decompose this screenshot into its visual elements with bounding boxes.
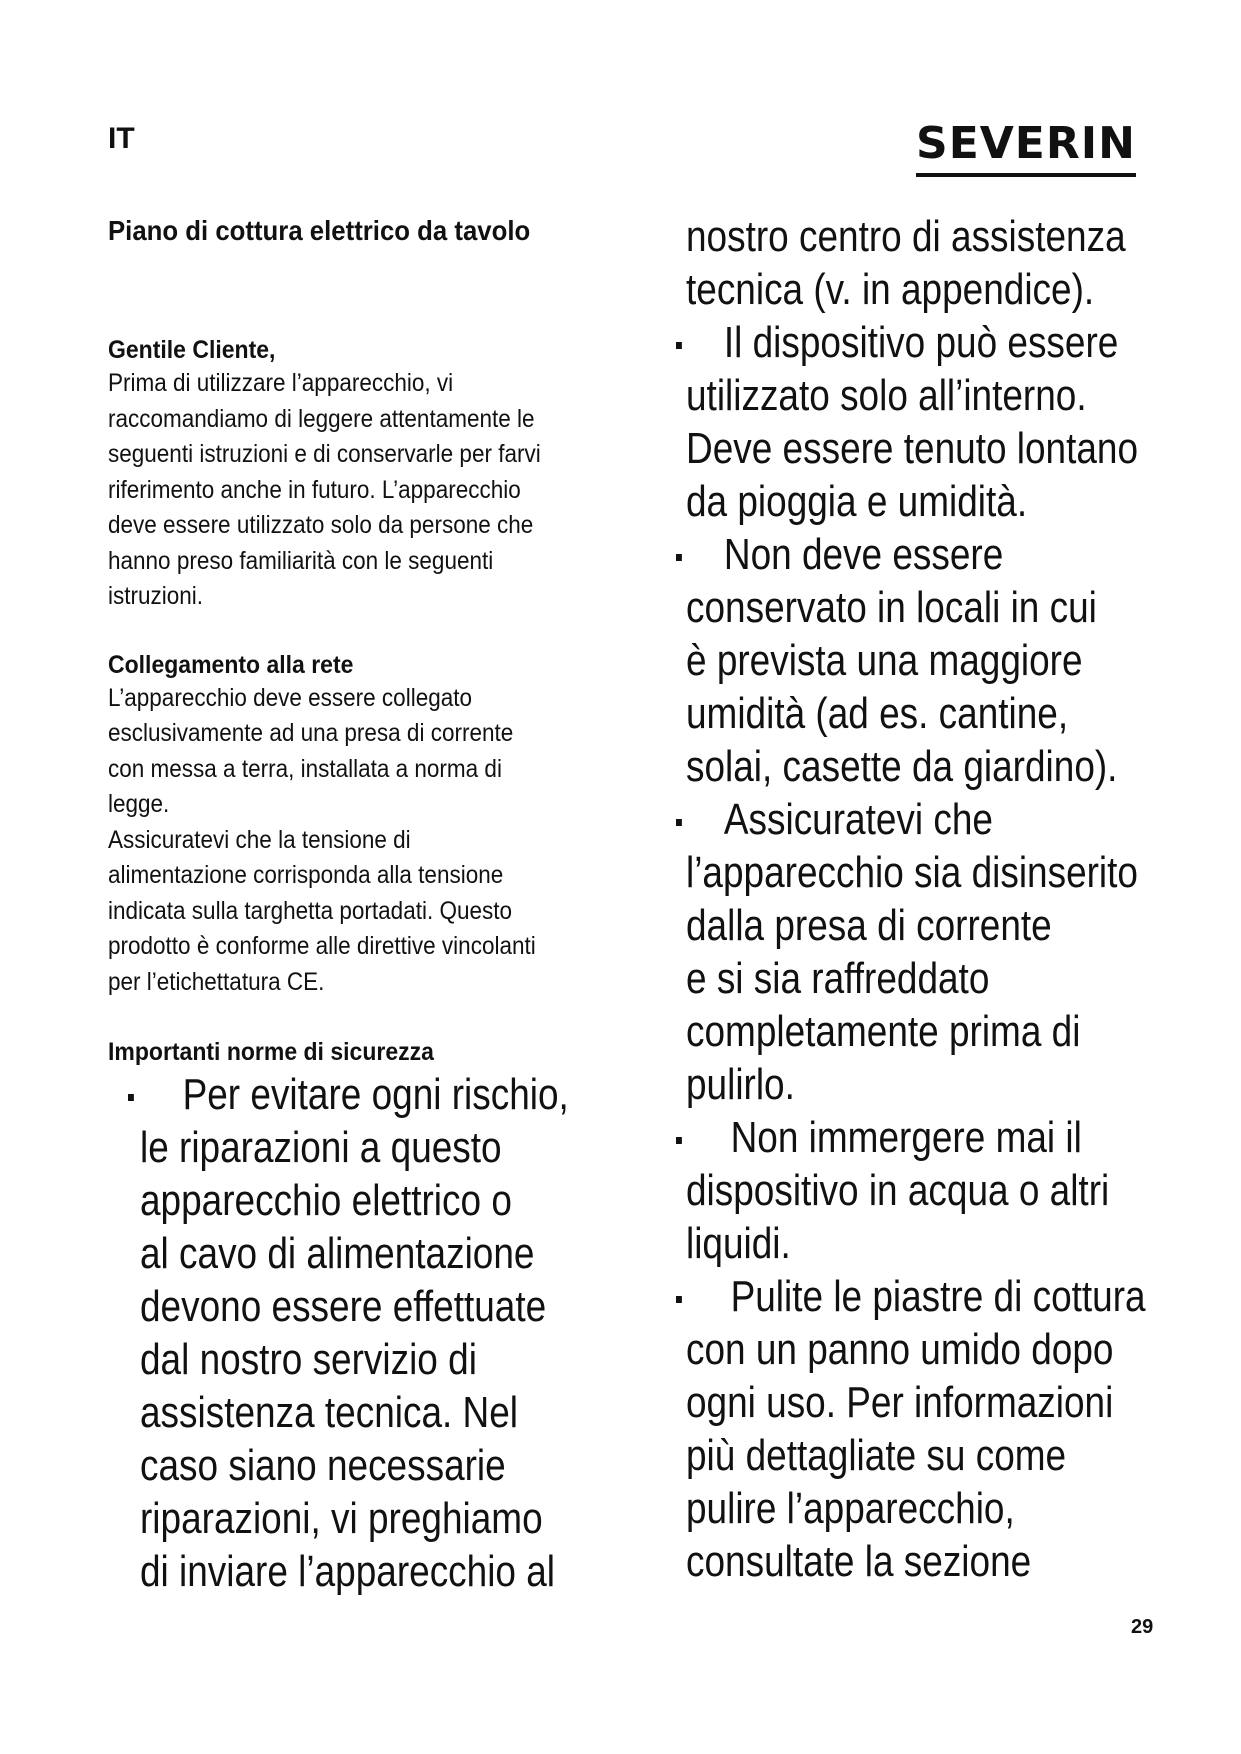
text-line: istruzioni. bbox=[108, 582, 204, 610]
text-line: e si sia raffreddato bbox=[686, 954, 990, 1003]
text-line: Deve essere tenuto lontano bbox=[686, 424, 1139, 473]
text-line: è prevista una maggiore bbox=[686, 636, 1083, 685]
page-number: 29 bbox=[1131, 1616, 1154, 1638]
text-line: riferimento anche in futuro. L’apparecchio bbox=[108, 475, 521, 504]
text-line: esclusivamente ad una presa di corrente bbox=[108, 719, 514, 747]
text-line: indicata sulla targhetta portadati. Questo bbox=[108, 896, 513, 925]
bullet-first-line: Non immergere mai il bbox=[676, 1111, 1130, 1164]
greeting-paragraph bbox=[108, 366, 628, 615]
text-line: apparecchio elettrico o bbox=[140, 1176, 512, 1225]
bullet-first-line bbox=[128, 1068, 569, 1121]
text-line: devono essere effettuate bbox=[140, 1282, 547, 1331]
bullet-first-line: Il dispositivo può essere bbox=[676, 316, 1130, 369]
text-line: nostro centro di assistenza bbox=[686, 212, 1126, 261]
text-line: hanno preso familiarità con le seguenti bbox=[108, 546, 494, 575]
text-line: prodotto è conforme alle direttive vincolanti bbox=[108, 932, 536, 960]
text-line: con messa a terra, installata a norma di bbox=[108, 754, 502, 783]
bullet-icon bbox=[676, 1137, 682, 1144]
right-column bbox=[676, 210, 1216, 1588]
connection-paragraph bbox=[108, 681, 628, 1001]
text-line: utilizzato solo all’interno. bbox=[686, 371, 1087, 420]
text-line: pulirlo. bbox=[686, 1060, 795, 1109]
text-line: raccomandiamo di leggere attentamente le bbox=[108, 404, 535, 433]
text-line: consultate la sezione bbox=[686, 1537, 1032, 1586]
text-line: deve essere utilizzato solo da persone che bbox=[108, 511, 534, 539]
text-line: l’apparecchio sia disinserito bbox=[686, 848, 1138, 897]
text-line: da pioggia e umidità. bbox=[686, 477, 1028, 526]
text-line: le riparazioni a questo bbox=[140, 1123, 502, 1172]
connection-heading: Collegamento alla rete bbox=[108, 650, 354, 679]
bullet-first-line: Pulite le piastre di cottura bbox=[676, 1270, 1130, 1323]
text-line: al cavo di alimentazione bbox=[140, 1229, 535, 1278]
text-line: con un panno umido dopo bbox=[686, 1325, 1114, 1374]
text-line: solai, casette da giardino). bbox=[686, 742, 1118, 791]
text-line: Assicuratevi che la tensione di bbox=[108, 825, 411, 854]
bullet-icon bbox=[128, 1094, 134, 1101]
text-line: più dettagliate su come bbox=[686, 1431, 1067, 1480]
document-title: Piano di cottura elettrico da tavolo bbox=[108, 215, 531, 246]
text-line: Prima di utilizzare l’apparecchio, vi bbox=[108, 369, 454, 397]
left-column bbox=[108, 214, 628, 1598]
greeting-heading: Gentile Cliente, bbox=[108, 336, 276, 364]
bullet-icon bbox=[676, 1296, 682, 1303]
bullet-text: Per evitare ogni rischio, bbox=[182, 1070, 569, 1119]
text-line: dal nostro servizio di bbox=[140, 1335, 477, 1384]
text-line: pulire l’apparecchio, bbox=[686, 1484, 1015, 1533]
text-line: L’apparecchio deve essere collegato bbox=[108, 683, 473, 712]
text-line: tecnica (v. in appendice). bbox=[686, 265, 1095, 314]
text-line: assistenza tecnica. Nel bbox=[140, 1388, 518, 1437]
bullet-icon bbox=[676, 819, 682, 826]
text-line: dalla presa di corrente bbox=[686, 901, 1052, 950]
bullet-icon bbox=[676, 342, 682, 349]
bullet-first-line: Non deve essere bbox=[676, 528, 1130, 581]
text-line: riparazioni, vi preghiamo bbox=[140, 1494, 543, 1543]
text-line: caso siano necessarie bbox=[140, 1441, 506, 1490]
text-line: per l’etichettatura CE. bbox=[108, 967, 325, 996]
brand-logo: SEVERIN bbox=[916, 118, 1136, 177]
language-code: IT bbox=[108, 122, 135, 155]
safety-bullet-1 bbox=[128, 1068, 628, 1598]
safety-heading: Importanti norme di sicurezza bbox=[108, 1038, 434, 1066]
text-line: di inviare l’apparecchio al bbox=[140, 1547, 556, 1596]
text-line: conservato in locali in cui bbox=[686, 583, 1097, 632]
text-line: umidità (ad es. cantine, bbox=[686, 689, 1069, 738]
bullet-first-line: Assicuratevi che bbox=[676, 793, 1130, 846]
text-line: alimentazione corrisponda alla tensione bbox=[108, 861, 504, 889]
text-line: legge. bbox=[108, 790, 170, 818]
text-line: liquidi. bbox=[686, 1219, 791, 1268]
bullet-icon bbox=[676, 554, 682, 561]
text-line: ogni uso. Per informazioni bbox=[686, 1378, 1114, 1427]
text-line: seguenti istruzioni e di conservarle per farvi bbox=[108, 440, 541, 468]
text-line: dispositivo in acqua o altri bbox=[686, 1166, 1110, 1215]
text-line: completamente prima di bbox=[686, 1007, 1081, 1056]
